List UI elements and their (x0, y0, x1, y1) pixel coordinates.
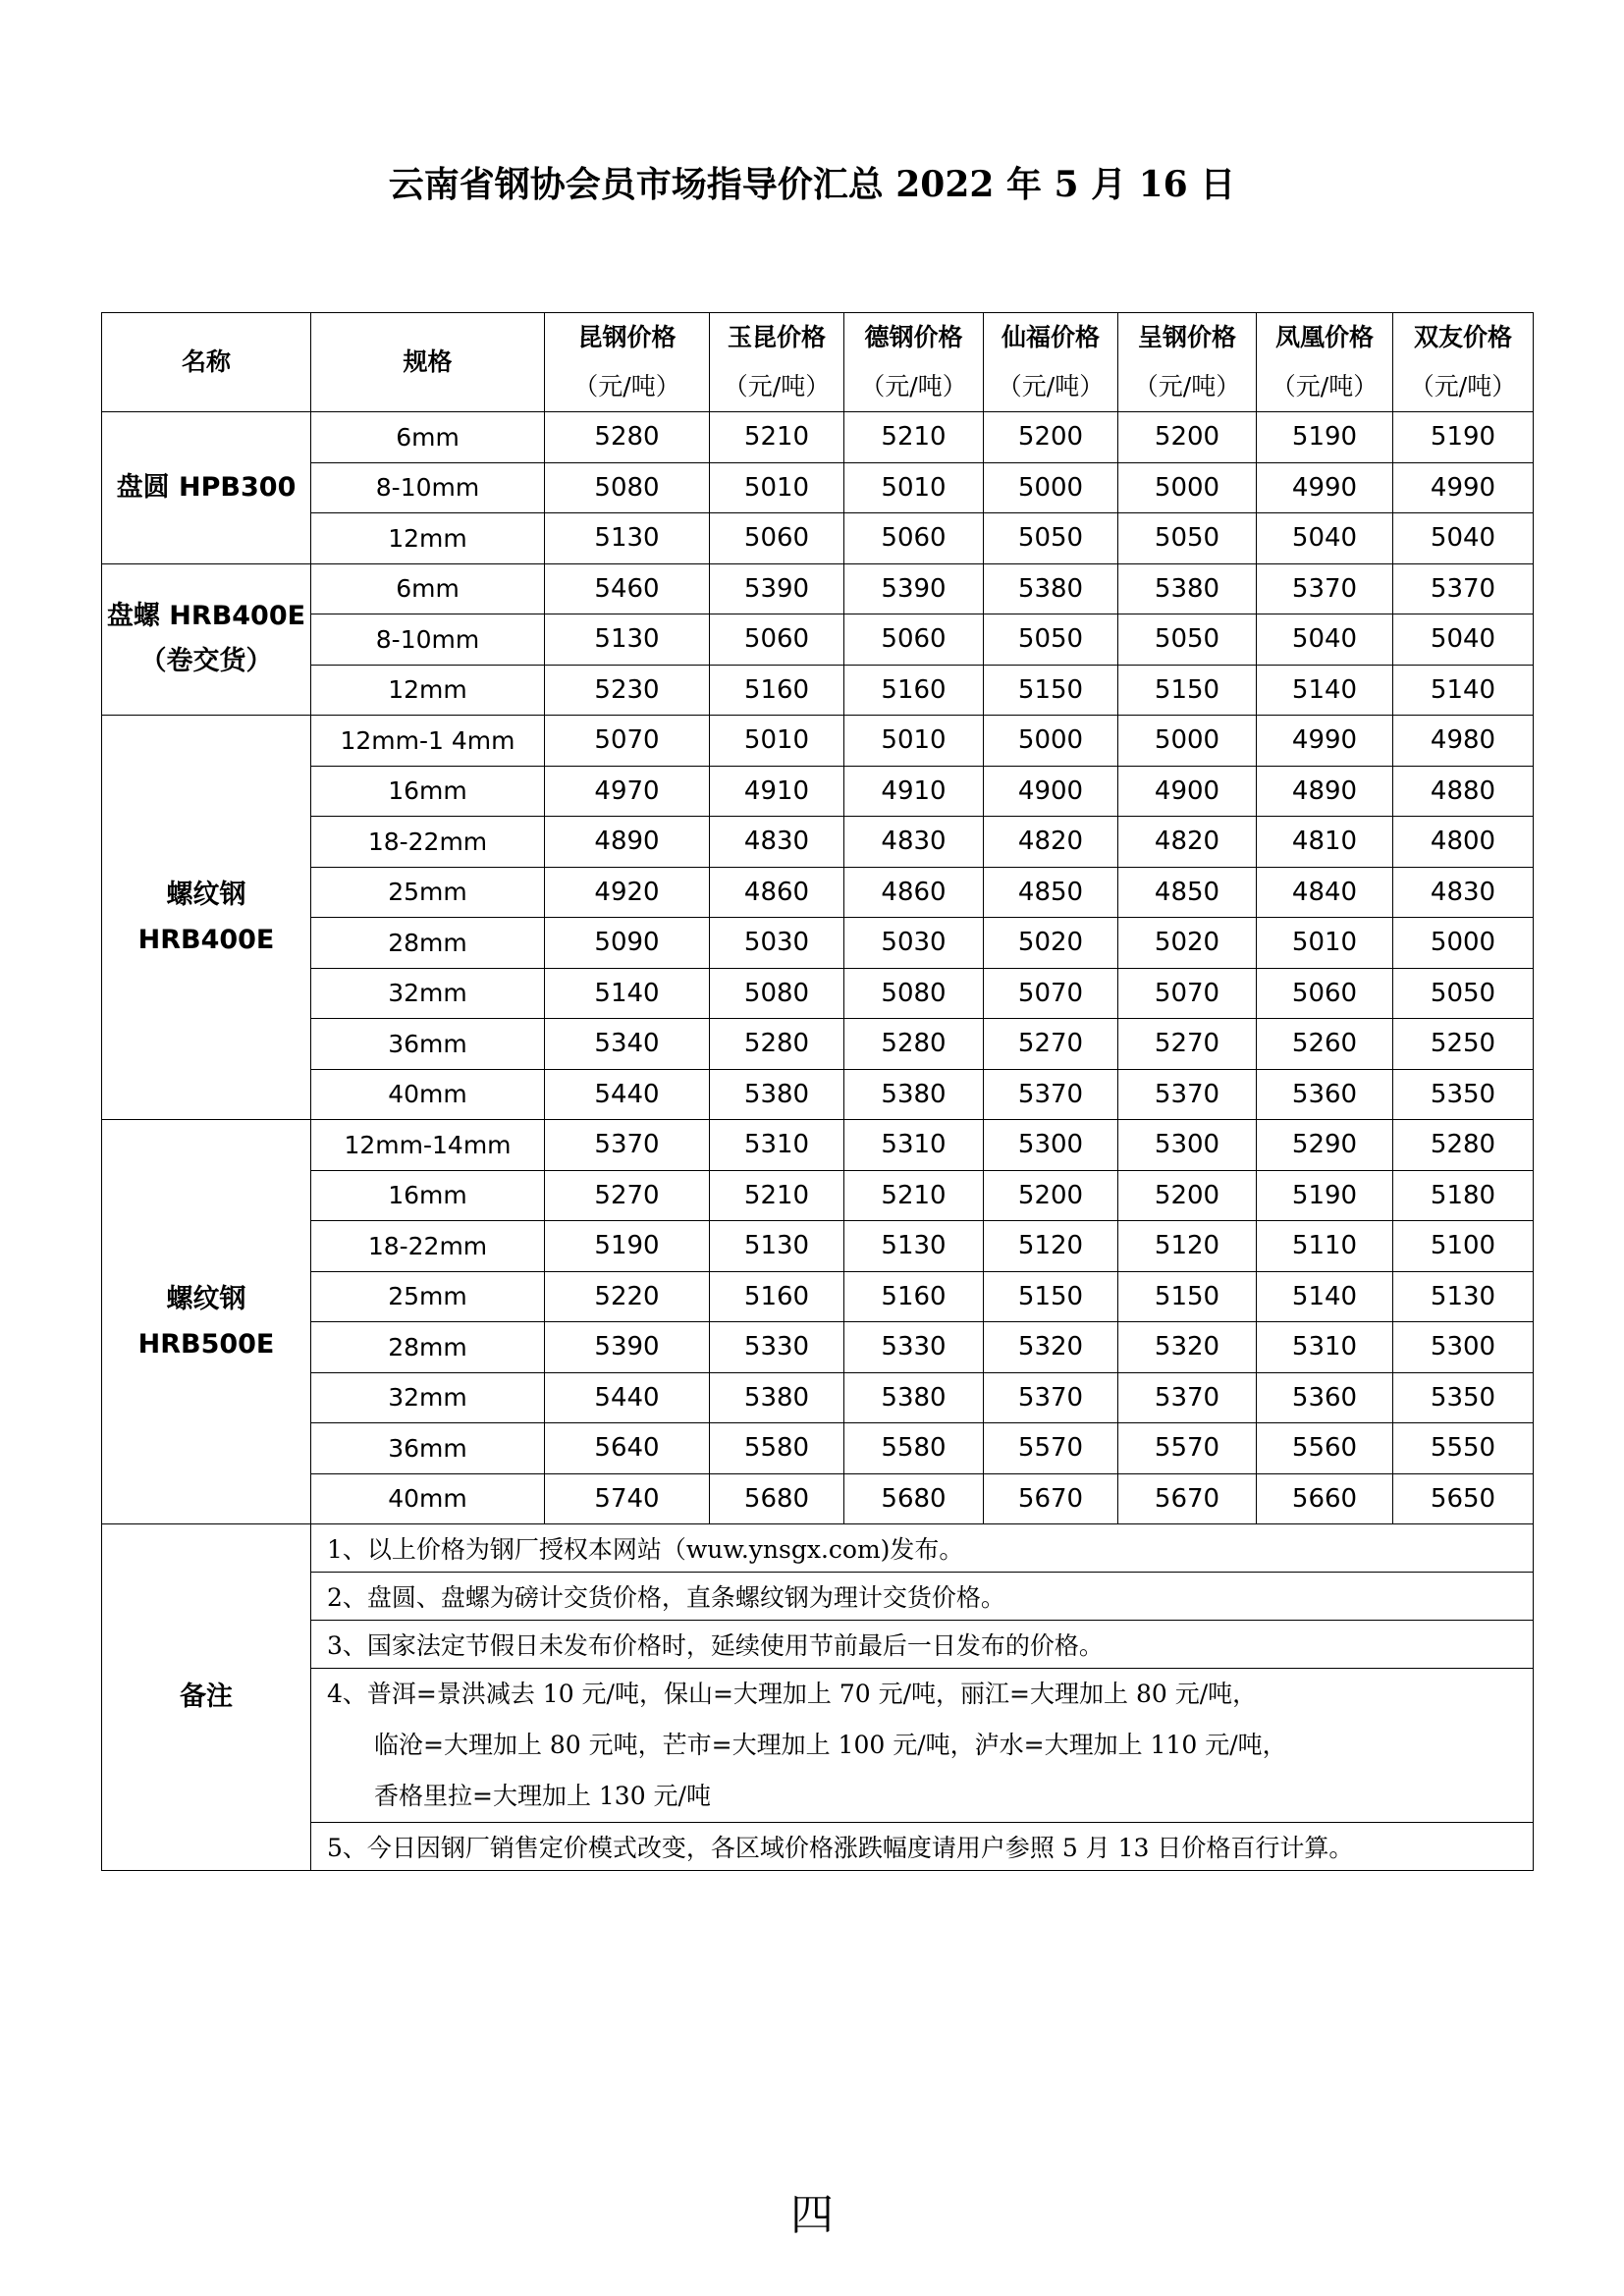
price-cell: 4840 (1257, 867, 1393, 918)
price-cell: 5060 (844, 513, 984, 564)
price-cell: 5060 (1257, 968, 1393, 1019)
price-cell: 5380 (844, 1372, 984, 1423)
price-cell: 5330 (710, 1322, 844, 1373)
price-cell: 5110 (1257, 1221, 1393, 1272)
price-cell: 5670 (1118, 1473, 1257, 1524)
price-cell: 5150 (1118, 1271, 1257, 1322)
price-cell: 4820 (1118, 817, 1257, 868)
price-cell: 4820 (984, 817, 1118, 868)
price-cell: 4830 (710, 817, 844, 868)
price-cell: 5460 (545, 563, 710, 614)
price-cell: 5020 (1118, 918, 1257, 969)
price-cell: 5140 (1257, 1271, 1393, 1322)
header-name: 名称 (102, 313, 311, 412)
price-cell: 5140 (545, 968, 710, 1019)
price-cell: 4990 (1393, 462, 1534, 513)
price-cell: 5000 (1393, 918, 1534, 969)
price-table (101, 312, 1534, 1871)
page-title: 云南省钢协会员市场指导价汇总 2022 年 5 月 16 日 (388, 164, 1236, 205)
price-cell: 4800 (1393, 817, 1534, 868)
price-cell: 4980 (1393, 716, 1534, 767)
price-cell: 4850 (984, 867, 1118, 918)
price-cell: 4990 (1257, 462, 1393, 513)
price-cell: 5370 (984, 1069, 1118, 1120)
table-row (102, 1170, 1534, 1221)
spec-cell: 40mm (311, 1473, 545, 1524)
price-cell: 5190 (1257, 412, 1393, 463)
table-row (102, 716, 1534, 767)
spec-cell: 25mm (311, 867, 545, 918)
note-row (102, 1524, 1534, 1573)
header-unit: （元/吨） (860, 372, 967, 400)
price-cell: 5120 (1118, 1221, 1257, 1272)
spec-cell: 18-22mm (311, 817, 545, 868)
product-name-line: （卷交货） (139, 646, 273, 677)
spec-cell: 28mm (311, 1322, 545, 1373)
header-price-0 (545, 313, 710, 412)
header-unit: （元/吨） (1271, 372, 1379, 400)
spec-cell: 8-10mm (311, 462, 545, 513)
price-cell: 5380 (710, 1372, 844, 1423)
price-cell: 5330 (844, 1322, 984, 1373)
price-cell: 5030 (844, 918, 984, 969)
header-price-label: 凤凰价格 (1274, 323, 1374, 351)
price-cell: 5000 (984, 462, 1118, 513)
price-cell: 5010 (710, 462, 844, 513)
price-cell: 5160 (710, 1271, 844, 1322)
price-cell: 5270 (545, 1170, 710, 1221)
price-cell: 5660 (1257, 1473, 1393, 1524)
note-row (102, 1621, 1534, 1669)
price-cell: 5440 (545, 1372, 710, 1423)
price-cell: 4920 (545, 867, 710, 918)
price-cell: 4890 (545, 817, 710, 868)
price-cell: 5000 (1118, 462, 1257, 513)
table-row (102, 563, 1534, 614)
price-cell: 4900 (984, 766, 1118, 817)
table-row (102, 1322, 1534, 1373)
price-cell: 5000 (984, 716, 1118, 767)
spec-cell: 12mm (311, 513, 545, 564)
table-row (102, 968, 1534, 1019)
product-name-line: 螺纹钢 (166, 1283, 246, 1314)
price-cell: 5680 (710, 1473, 844, 1524)
note-row (102, 1573, 1534, 1621)
table-row (102, 918, 1534, 969)
page-number: 四 (790, 2190, 834, 2240)
price-cell: 5220 (545, 1271, 710, 1322)
price-cell: 5140 (1257, 665, 1393, 716)
price-cell: 5310 (844, 1120, 984, 1171)
price-cell: 5080 (710, 968, 844, 1019)
price-cell: 5580 (710, 1423, 844, 1474)
price-cell: 5390 (710, 563, 844, 614)
price-cell: 5160 (844, 1271, 984, 1322)
product-name (102, 563, 311, 716)
header-row (102, 313, 1534, 412)
price-cell: 5060 (844, 614, 984, 666)
price-cell: 5200 (1118, 1170, 1257, 1221)
spec-cell: 36mm (311, 1423, 545, 1474)
product-name-line: 盘螺 HRB400E (106, 601, 306, 632)
price-cell: 5210 (844, 1170, 984, 1221)
price-cell: 5010 (1257, 918, 1393, 969)
price-cell: 5150 (1118, 665, 1257, 716)
note-line: 5、今日因钢厂销售定价模式改变，各区域价格涨跌幅度请用户参照 5 月 13 日价格百行计算。 (327, 1834, 1354, 1862)
price-cell: 5050 (1393, 968, 1534, 1019)
header-price-label: 仙福价格 (1001, 323, 1100, 351)
header-spec: 规格 (311, 313, 545, 412)
spec-cell: 6mm (311, 563, 545, 614)
price-cell: 4830 (1393, 867, 1534, 918)
header-price-5 (1257, 313, 1393, 412)
price-cell: 5150 (984, 1271, 1118, 1322)
price-cell: 5120 (984, 1221, 1118, 1272)
price-cell: 5200 (984, 412, 1118, 463)
price-cell: 5380 (984, 563, 1118, 614)
price-cell: 5270 (984, 1019, 1118, 1070)
price-cell: 4910 (844, 766, 984, 817)
price-cell: 5570 (984, 1423, 1118, 1474)
spec-cell: 25mm (311, 1271, 545, 1322)
price-cell: 5300 (984, 1120, 1118, 1171)
price-cell: 5040 (1393, 614, 1534, 666)
notes-label: 备注 (102, 1524, 311, 1871)
table-row (102, 1221, 1534, 1272)
price-cell: 5160 (710, 665, 844, 716)
price-cell: 5270 (1118, 1019, 1257, 1070)
note-item (311, 1621, 1534, 1669)
price-cell: 4850 (1118, 867, 1257, 918)
table-row (102, 1069, 1534, 1120)
price-cell: 5060 (710, 614, 844, 666)
price-cell: 5190 (1393, 412, 1534, 463)
product-name (102, 716, 311, 1120)
price-cell: 5210 (844, 412, 984, 463)
spec-cell: 18-22mm (311, 1221, 545, 1272)
price-cell: 4880 (1393, 766, 1534, 817)
table-row (102, 1019, 1534, 1070)
price-cell: 4810 (1257, 817, 1393, 868)
spec-cell: 12mm (311, 665, 545, 716)
price-cell: 5680 (844, 1473, 984, 1524)
price-cell: 5320 (984, 1322, 1118, 1373)
note-row (102, 1823, 1534, 1871)
spec-cell: 16mm (311, 766, 545, 817)
product-name (102, 412, 311, 564)
price-cell: 5260 (1257, 1019, 1393, 1070)
header-price-6 (1393, 313, 1534, 412)
price-cell: 5040 (1393, 513, 1534, 564)
price-cell: 5280 (844, 1019, 984, 1070)
price-cell: 5340 (545, 1019, 710, 1070)
product-name-line: HRB400E (137, 924, 275, 955)
price-cell: 5560 (1257, 1423, 1393, 1474)
price-cell: 5300 (1118, 1120, 1257, 1171)
header-price-label: 昆钢价格 (577, 323, 677, 351)
price-cell: 5370 (1257, 563, 1393, 614)
spec-cell: 32mm (311, 968, 545, 1019)
header-price-label: 德钢价格 (864, 323, 963, 351)
spec-cell: 40mm (311, 1069, 545, 1120)
price-cell: 5050 (984, 513, 1118, 564)
price-cell: 4860 (710, 867, 844, 918)
price-cell: 5310 (710, 1120, 844, 1171)
price-cell: 5280 (710, 1019, 844, 1070)
header-unit: （元/吨） (1409, 372, 1517, 400)
price-cell: 5130 (844, 1221, 984, 1272)
price-cell: 5070 (984, 968, 1118, 1019)
price-cell: 5210 (710, 1170, 844, 1221)
table-row (102, 817, 1534, 868)
product-name-line: HRB500E (137, 1328, 275, 1360)
spec-cell: 32mm (311, 1372, 545, 1423)
price-cell: 5210 (710, 412, 844, 463)
price-cell: 5390 (844, 563, 984, 614)
note-item (311, 1823, 1534, 1871)
price-cell: 5650 (1393, 1473, 1534, 1524)
table-row (102, 766, 1534, 817)
header-price-label: 呈钢价格 (1137, 323, 1236, 351)
price-cell: 5370 (984, 1372, 1118, 1423)
price-cell: 5130 (545, 513, 710, 564)
price-cell: 4970 (545, 766, 710, 817)
price-cell: 5200 (984, 1170, 1118, 1221)
note-line: 4、普洱=景洪减去 10 元/吨，保山=大理加上 70 元/吨，丽江=大理加上 80 元/吨， (327, 1680, 1258, 1708)
price-cell: 5200 (1118, 412, 1257, 463)
note-line: 临沧=大理加上 80 元吨，芒市=大理加上 100 元/吨，泸水=大理加上 110 元/吨， (374, 1731, 1287, 1759)
price-cell: 5140 (1393, 665, 1534, 716)
product-name-line: 盘圆 HPB300 (116, 471, 297, 503)
spec-cell: 12mm-14mm (311, 1120, 545, 1171)
price-cell: 5100 (1393, 1221, 1534, 1272)
price-cell: 5380 (710, 1069, 844, 1120)
price-cell: 5040 (1257, 614, 1393, 666)
price-cell: 5640 (545, 1423, 710, 1474)
price-cell: 5360 (1257, 1069, 1393, 1120)
price-cell: 4990 (1257, 716, 1393, 767)
price-cell: 5230 (545, 665, 710, 716)
spec-cell: 8-10mm (311, 614, 545, 666)
price-cell: 5740 (545, 1473, 710, 1524)
price-cell: 5440 (545, 1069, 710, 1120)
price-cell: 5280 (1393, 1120, 1534, 1171)
table-row (102, 412, 1534, 463)
price-cell: 5010 (844, 716, 984, 767)
note-item (311, 1669, 1534, 1823)
price-cell: 5000 (1118, 716, 1257, 767)
price-cell: 5080 (545, 462, 710, 513)
table-row (102, 614, 1534, 666)
price-cell: 5050 (984, 614, 1118, 666)
price-cell: 5550 (1393, 1423, 1534, 1474)
price-cell: 5130 (545, 614, 710, 666)
note-item (311, 1524, 1534, 1573)
header-price-4 (1118, 313, 1257, 412)
price-cell: 5370 (1118, 1372, 1257, 1423)
spec-cell: 16mm (311, 1170, 545, 1221)
price-cell: 5350 (1393, 1069, 1534, 1120)
spec-cell: 36mm (311, 1019, 545, 1070)
price-cell: 5130 (710, 1221, 844, 1272)
price-cell: 5310 (1257, 1322, 1393, 1373)
product-name-line: 螺纹钢 (166, 879, 246, 910)
price-cell: 5020 (984, 918, 1118, 969)
price-cell: 5070 (1118, 968, 1257, 1019)
price-cell: 5130 (1393, 1271, 1534, 1322)
header-unit: （元/吨） (997, 372, 1105, 400)
price-cell: 5160 (844, 665, 984, 716)
price-cell: 5190 (545, 1221, 710, 1272)
header-unit: （元/吨） (1133, 372, 1241, 400)
header-price-label: 双友价格 (1413, 323, 1512, 351)
price-cell: 4900 (1118, 766, 1257, 817)
price-cell: 4890 (1257, 766, 1393, 817)
price-cell: 5010 (844, 462, 984, 513)
price-cell: 5350 (1393, 1372, 1534, 1423)
note-item (311, 1573, 1534, 1621)
spec-cell: 28mm (311, 918, 545, 969)
table-row (102, 1473, 1534, 1524)
note-line: 1、以上价格为钢厂授权本网站（wuw.ynsgx.com)发布。 (327, 1535, 964, 1564)
price-cell: 5010 (710, 716, 844, 767)
header-price-2 (844, 313, 984, 412)
note-line: 2、盘圆、盘螺为磅计交货价格，直条螺纹钢为理计交货价格。 (327, 1583, 1005, 1612)
table-row (102, 1271, 1534, 1322)
price-cell: 5280 (545, 412, 710, 463)
price-table-body (102, 313, 1534, 1871)
price-cell: 5670 (984, 1473, 1118, 1524)
header-price-label: 玉昆价格 (727, 323, 826, 351)
spec-cell: 6mm (311, 412, 545, 463)
price-cell: 5570 (1118, 1423, 1257, 1474)
table-row (102, 867, 1534, 918)
price-cell: 5580 (844, 1423, 984, 1474)
table-row (102, 1423, 1534, 1474)
table-row (102, 1120, 1534, 1171)
price-cell: 5090 (545, 918, 710, 969)
price-cell: 5050 (1118, 513, 1257, 564)
price-cell: 5030 (710, 918, 844, 969)
price-cell: 5360 (1257, 1372, 1393, 1423)
price-cell: 5040 (1257, 513, 1393, 564)
price-cell: 5250 (1393, 1019, 1534, 1070)
price-cell: 5300 (1393, 1322, 1534, 1373)
header-unit: （元/吨） (573, 372, 680, 400)
price-cell: 4830 (844, 817, 984, 868)
table-row (102, 1372, 1534, 1423)
price-cell: 5320 (1118, 1322, 1257, 1373)
price-cell: 5070 (545, 716, 710, 767)
header-unit: （元/吨） (723, 372, 831, 400)
price-cell: 5060 (710, 513, 844, 564)
price-cell: 5150 (984, 665, 1118, 716)
price-cell: 5390 (545, 1322, 710, 1373)
note-line: 3、国家法定节假日未发布价格时，延续使用节前最后一日发布的价格。 (327, 1631, 1104, 1660)
note-line: 香格里拉=大理加上 130 元/吨 (374, 1782, 711, 1810)
price-cell: 5370 (545, 1120, 710, 1171)
header-price-1 (710, 313, 844, 412)
product-name (102, 1120, 311, 1524)
price-cell: 5290 (1257, 1120, 1393, 1171)
price-cell: 5190 (1257, 1170, 1393, 1221)
spec-cell: 12mm-1 4mm (311, 716, 545, 767)
price-cell: 5050 (1118, 614, 1257, 666)
table-row (102, 513, 1534, 564)
price-cell: 5080 (844, 968, 984, 1019)
price-cell: 5180 (1393, 1170, 1534, 1221)
price-cell: 4910 (710, 766, 844, 817)
table-row (102, 462, 1534, 513)
note-row (102, 1669, 1534, 1823)
price-cell: 5370 (1118, 1069, 1257, 1120)
price-cell: 4860 (844, 867, 984, 918)
price-cell: 5380 (1118, 563, 1257, 614)
price-cell: 5370 (1393, 563, 1534, 614)
price-cell: 5380 (844, 1069, 984, 1120)
table-row (102, 665, 1534, 716)
header-price-3 (984, 313, 1118, 412)
